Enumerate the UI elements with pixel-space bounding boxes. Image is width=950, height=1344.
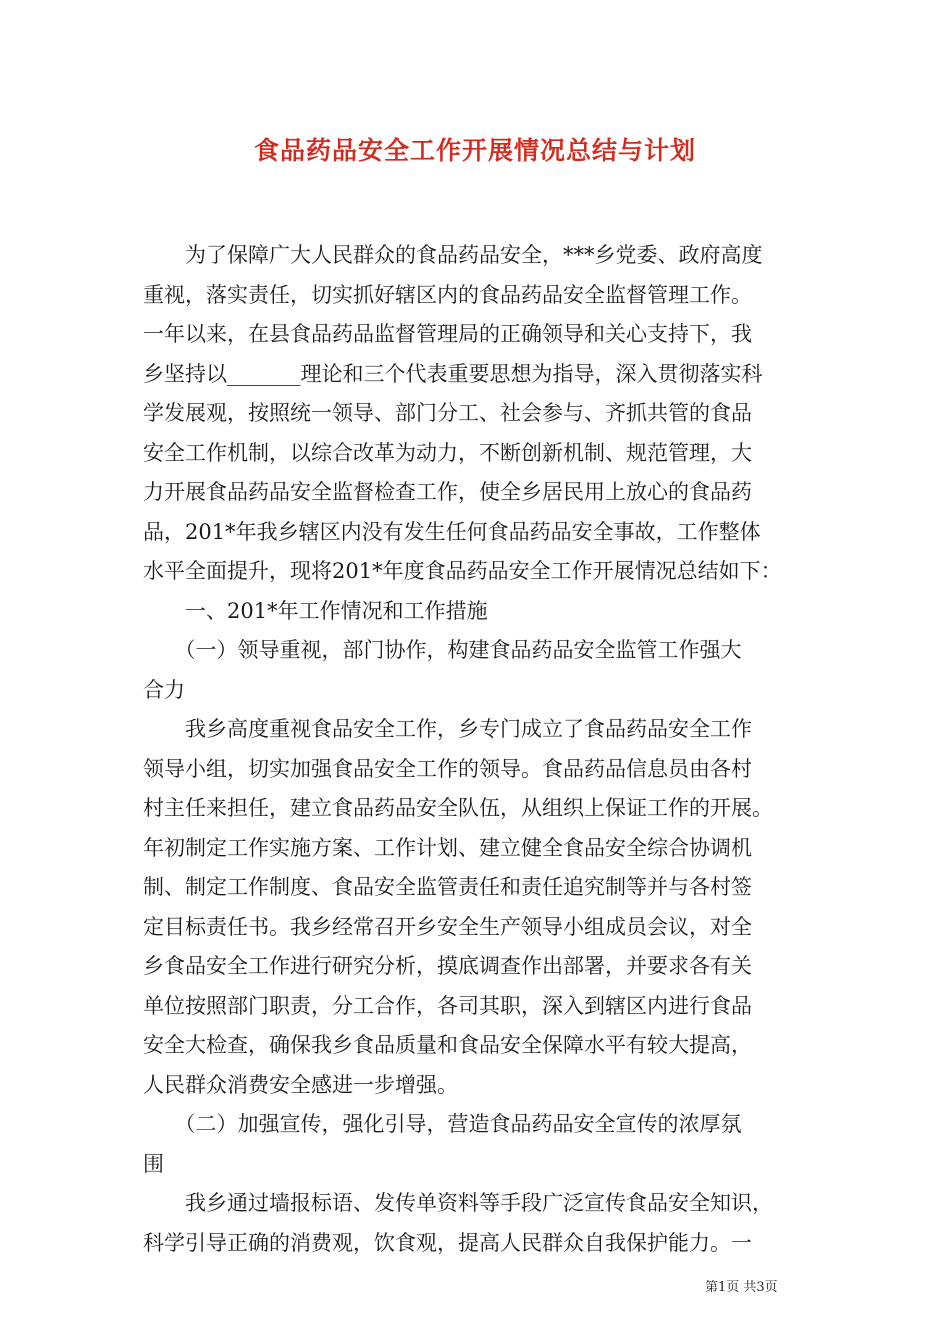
subsection-heading: 合力 [143, 677, 185, 702]
text-line: 村主任来担任，建立食品药品安全队伍，从组织上保证工作的开展。 [143, 796, 773, 820]
text-line: 重视，落实责任，切实抓好辖区内的食品药品安全监督管理工作。 [143, 282, 752, 307]
text-line: 人民群众消费安全感进一步增强。 [143, 1072, 458, 1097]
text-line: 定目标责任书。我乡经常召开乡安全生产领导小组成员会议，对全 [143, 914, 752, 939]
text-line: 乡坚持以_______理论和三个代表重要思想为指导，深入贯彻落实科 [143, 361, 763, 386]
text-line: 年初制定工作实施方案、工作计划、建立健全食品安全综合协调机 [143, 835, 752, 860]
text-line: 单位按照部门职责，分工合作，各司其职，深入到辖区内进行食品 [143, 993, 752, 1018]
text-line: 安全大检查，确保我乡食品质量和食品安全保障水平有较大提高， [143, 1033, 752, 1057]
page-number: 第1页 共3页 [705, 1280, 778, 1295]
section-heading: 一、201*年工作情况和工作措施 [143, 598, 488, 623]
text-line: 领导小组，切实加强食品安全工作的领导。食品药品信息员由各村 [143, 756, 752, 781]
text-line: 品，201*年我乡辖区内没有发生任何食品药品安全事故，工作整体 [143, 519, 761, 544]
text-line: 我乡高度重视食品安全工作，乡专门成立了食品药品安全工作 [143, 717, 752, 741]
text-line: 制、制定工作制度、食品安全监管责任和责任追究制等并与各村签 [143, 875, 752, 899]
text-line: 安全工作机制，以综合改革为动力，不断创新机制、规范管理，大 [143, 440, 752, 465]
document-body [143, 236, 818, 1263]
subsection-heading: 围 [143, 1151, 164, 1176]
text-line: 一年以来，在县食品药品监督管理局的正确领导和关心支持下，我 [143, 322, 752, 346]
document-title: 食品药品安全工作开展情况总结与计划 [253, 136, 696, 165]
text-line: 力开展食品药品安全监督检查工作，使全乡居民用上放心的食品药 [143, 480, 752, 504]
text-line: 乡食品安全工作进行研究分析，摸底调查作出部署，并要求各有关 [143, 954, 752, 978]
text-line: 学发展观，按照统一领导、部门分工、社会参与、齐抓共管的食品 [143, 401, 752, 425]
subsection-heading: （二）加强宣传，强化引导，营造食品药品安全宣传的浓厚氛 [143, 1112, 742, 1136]
text-line: 为了保障广大人民群众的食品药品安全，***乡党委、政府高度 [143, 243, 763, 267]
subsection-heading: （一）领导重视，部门协作，构建食品药品安全监管工作强大 [143, 638, 742, 662]
text-line: 科学引导正确的消费观，饮食观，提高人民群众自我保护能力。一 [143, 1230, 752, 1255]
text-line: 我乡通过墙报标语、发传单资料等手段广泛宣传食品安全知识， [143, 1191, 773, 1215]
text-line: 水平全面提升，现将201*年度食品药品安全工作开展情况总结如下： [143, 559, 782, 583]
